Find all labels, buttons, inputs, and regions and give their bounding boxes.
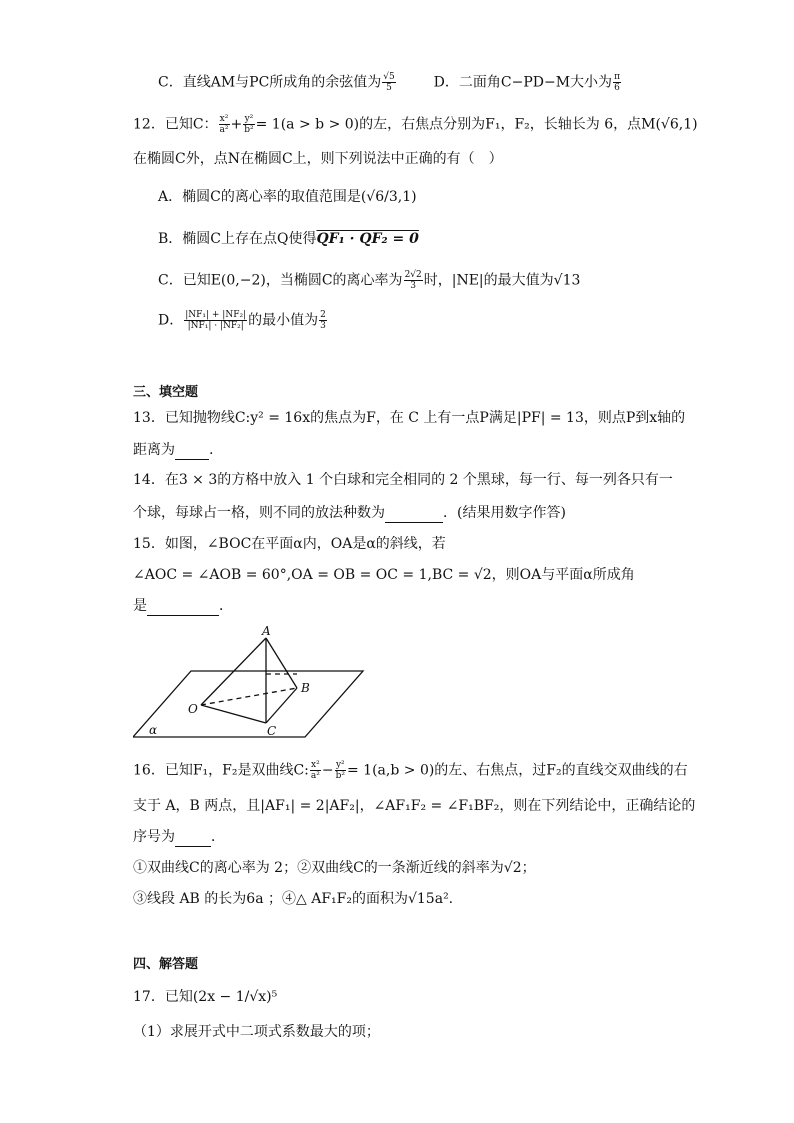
q13-line1: 13．已知抛物线C:y² = 16x的焦点为F，在 C 上有一点P满足|PF| = 13，则点P到x轴的 — [133, 410, 686, 426]
label-C: C — [267, 724, 277, 738]
q12-stem-line1: 12．已知C： $\frac{\text{x²}}{\text{a²}}$ + $\frac{\text{y²}}{\text{b²}}$ = 1(a > b > 0)的左，右焦点分别为F₁，F₂，长轴长为 6，点M(√6,1) — [133, 114, 698, 135]
geometry-figure — [133, 625, 373, 743]
section-3-heading: 三、填空题 — [133, 385, 199, 400]
label-A: A — [262, 625, 271, 638]
fraction: $\frac{2√2}{3}$ — [404, 270, 422, 291]
fraction: $\frac{\text{y²}}{\text{b²}}$ — [335, 760, 345, 781]
q12-option-a: A．椭圆C的离心率的取值范围是(√6/3,1) — [158, 189, 417, 205]
fraction: $\frac{\text{x²}}{\text{a²}}$ — [219, 114, 229, 135]
q16-line1: 16．已知F₁，F₂是双曲线C: $\frac{\text{x²}}{\text{a²}}$ − $\frac{\text{y²}}{\text{b²}}$ = 1(a,b > 0)的左、右焦点，过F₂的直线交双曲线的右 — [133, 760, 688, 781]
edge-OC — [201, 705, 266, 723]
q14-line1: 14．在3 × 3的方格中放入 1 个白球和完全相同的 2 个黑球，每一行、每一列各只有一 — [133, 472, 673, 488]
q14-line2: 个球，每球占一格，则不同的放法种数为 ．(结果用数字作答) — [133, 505, 566, 521]
fraction: $\frac{2}{3}$ — [320, 310, 326, 331]
answer-blank — [175, 445, 209, 460]
q17-part1: （1）求展开式中二项式系数最大的项； — [133, 1024, 380, 1040]
q12-stem-line2: 在椭圆C外，点N在椭圆C上，则下列说法中正确的有（ ） — [133, 151, 503, 167]
answer-blank — [175, 832, 211, 847]
q16-line4: ①双曲线C的离心率为 2；②双曲线C的一条渐近线的斜率为√2； — [133, 860, 536, 876]
label-O: O — [188, 702, 198, 716]
binomial-expression: (2x − 1/√x)⁵ — [192, 989, 278, 1005]
q15-line3: 是 ． — [133, 598, 233, 614]
section-4-heading: 四、解答题 — [133, 957, 199, 972]
fraction: $\frac{\text{x²}}{\text{a²}}$ — [310, 760, 320, 781]
q11-option-c: C．直线AM与PC所成角的余弦值为 $\frac{√5}{5}$ D．二面角C−PD−M大小为 $\frac{\pi}{6}$ — [158, 72, 620, 93]
fraction: $\frac{√5}{5}$ — [383, 72, 395, 93]
answer-blank — [385, 508, 443, 523]
q15-line1: 15．如图，∠BOC在平面α内，OA是α的斜线，若 — [133, 536, 446, 552]
edge-CB — [266, 688, 297, 723]
plane-alpha — [133, 671, 363, 737]
fraction: $\frac{\pi}{6}$ — [614, 72, 620, 93]
q16-line2: 支于 A，B 两点，且|AF₁| = 2|AF₂|，∠AF₁F₂ = ∠F₁BF₂，则在下列结论中，正确结论的 — [133, 798, 696, 814]
q12-option-b: B．椭圆C上存在点Q使得QF₁ · QF₂ = 0 — [158, 231, 419, 247]
label-alpha: α — [149, 723, 158, 737]
q15-line2: ∠AOC = ∠AOB = 60°,OA = OB = OC = 1,BC = √2，则OA与平面α所成角 — [133, 567, 635, 583]
fraction: $\frac{\text{y²}}{\text{b²}}$ — [244, 114, 254, 135]
q16-line5: ③线段 AB 的长为6a ；④△ AF₁F₂的面积为√15a². — [133, 891, 454, 907]
q12-option-c: C．已知E(0,−2)，当椭圆C的离心率为 $\frac{2√2}{3}$ 时，|NE|的最大值为√13 — [158, 270, 581, 291]
fraction: $\frac{\text{|NF₁| + |NF₂|}}{\text{|NF₁| · |NF₂|}}$ — [185, 310, 247, 331]
q12-option-d: D． $\frac{\text{|NF₁| + |NF₂|}}{\text{|NF₁| · |NF₂|}}$ 的最小值为 $\frac{2}{3}$ — [158, 310, 326, 331]
q16-line3: 序号为 ． — [133, 829, 225, 845]
q13-line2: 距离为 . — [133, 442, 214, 458]
edge-AB — [266, 638, 297, 688]
label-B: B — [301, 681, 310, 695]
q17-line1: 17．已知(2x − 1/√x)⁵ — [133, 989, 278, 1005]
answer-blank — [147, 601, 219, 616]
q11-option-d: D．二面角C−PD−M大小为 — [433, 74, 613, 91]
